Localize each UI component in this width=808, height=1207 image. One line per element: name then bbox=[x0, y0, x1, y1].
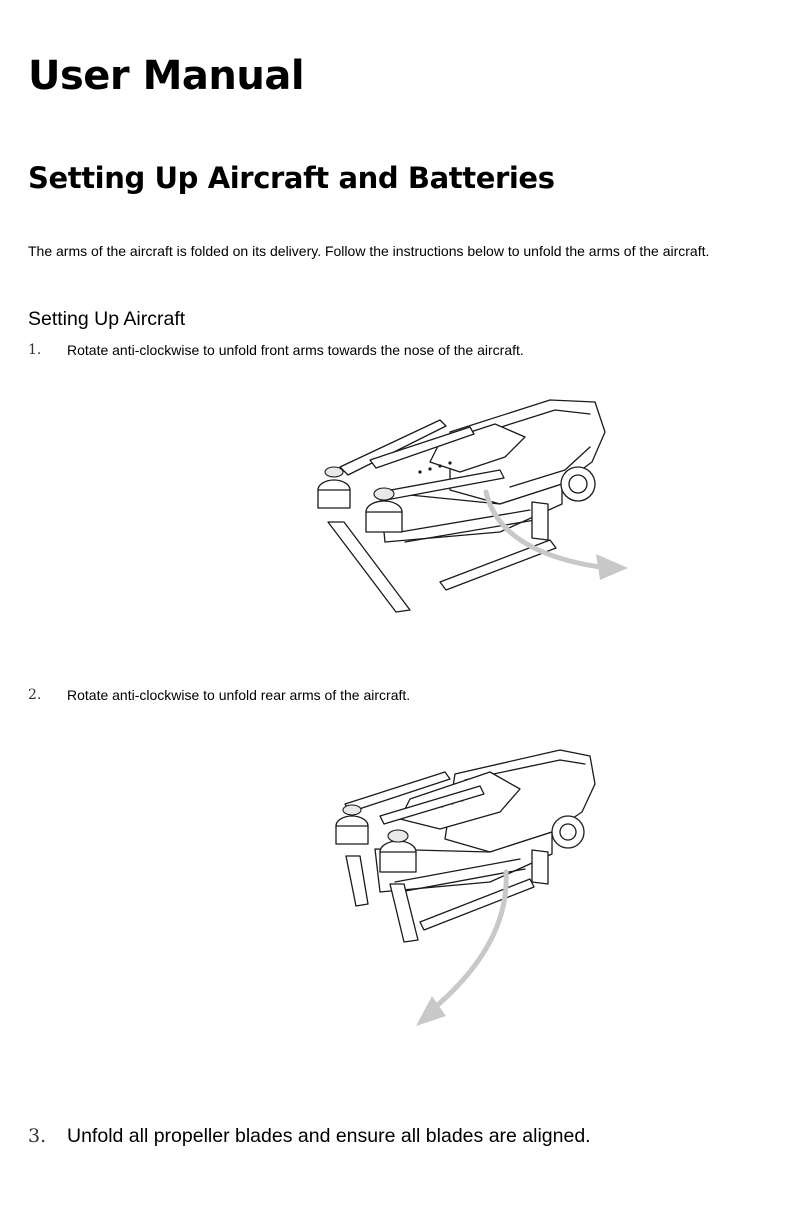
drone-folded-front-arms-icon bbox=[300, 392, 640, 617]
drone-body bbox=[336, 750, 595, 942]
step-text: Rotate anti-clockwise to unfold front arms towards the nose of the aircraft. bbox=[67, 342, 524, 358]
step-text: Unfold all propeller blades and ensure all blades are aligned. bbox=[67, 1125, 591, 1147]
subsection-heading: Setting Up Aircraft bbox=[28, 308, 186, 330]
section-heading: Setting Up Aircraft and Batteries bbox=[28, 161, 555, 195]
step-number: 2. bbox=[28, 687, 42, 703]
document-title: User Manual bbox=[28, 53, 305, 99]
intro-paragraph: The arms of the aircraft is folded on its delivery. Follow the instructions below to unfold the arms of the aircraft. bbox=[28, 243, 710, 259]
drone-folded-rear-arms-icon bbox=[320, 744, 605, 1032]
step-text: Rotate anti-clockwise to unfold rear arms of the aircraft. bbox=[67, 687, 411, 703]
step-number: 3. bbox=[28, 1125, 47, 1147]
drone-body bbox=[318, 400, 605, 612]
arrow-head bbox=[596, 554, 628, 580]
step-number: 1. bbox=[28, 342, 42, 358]
